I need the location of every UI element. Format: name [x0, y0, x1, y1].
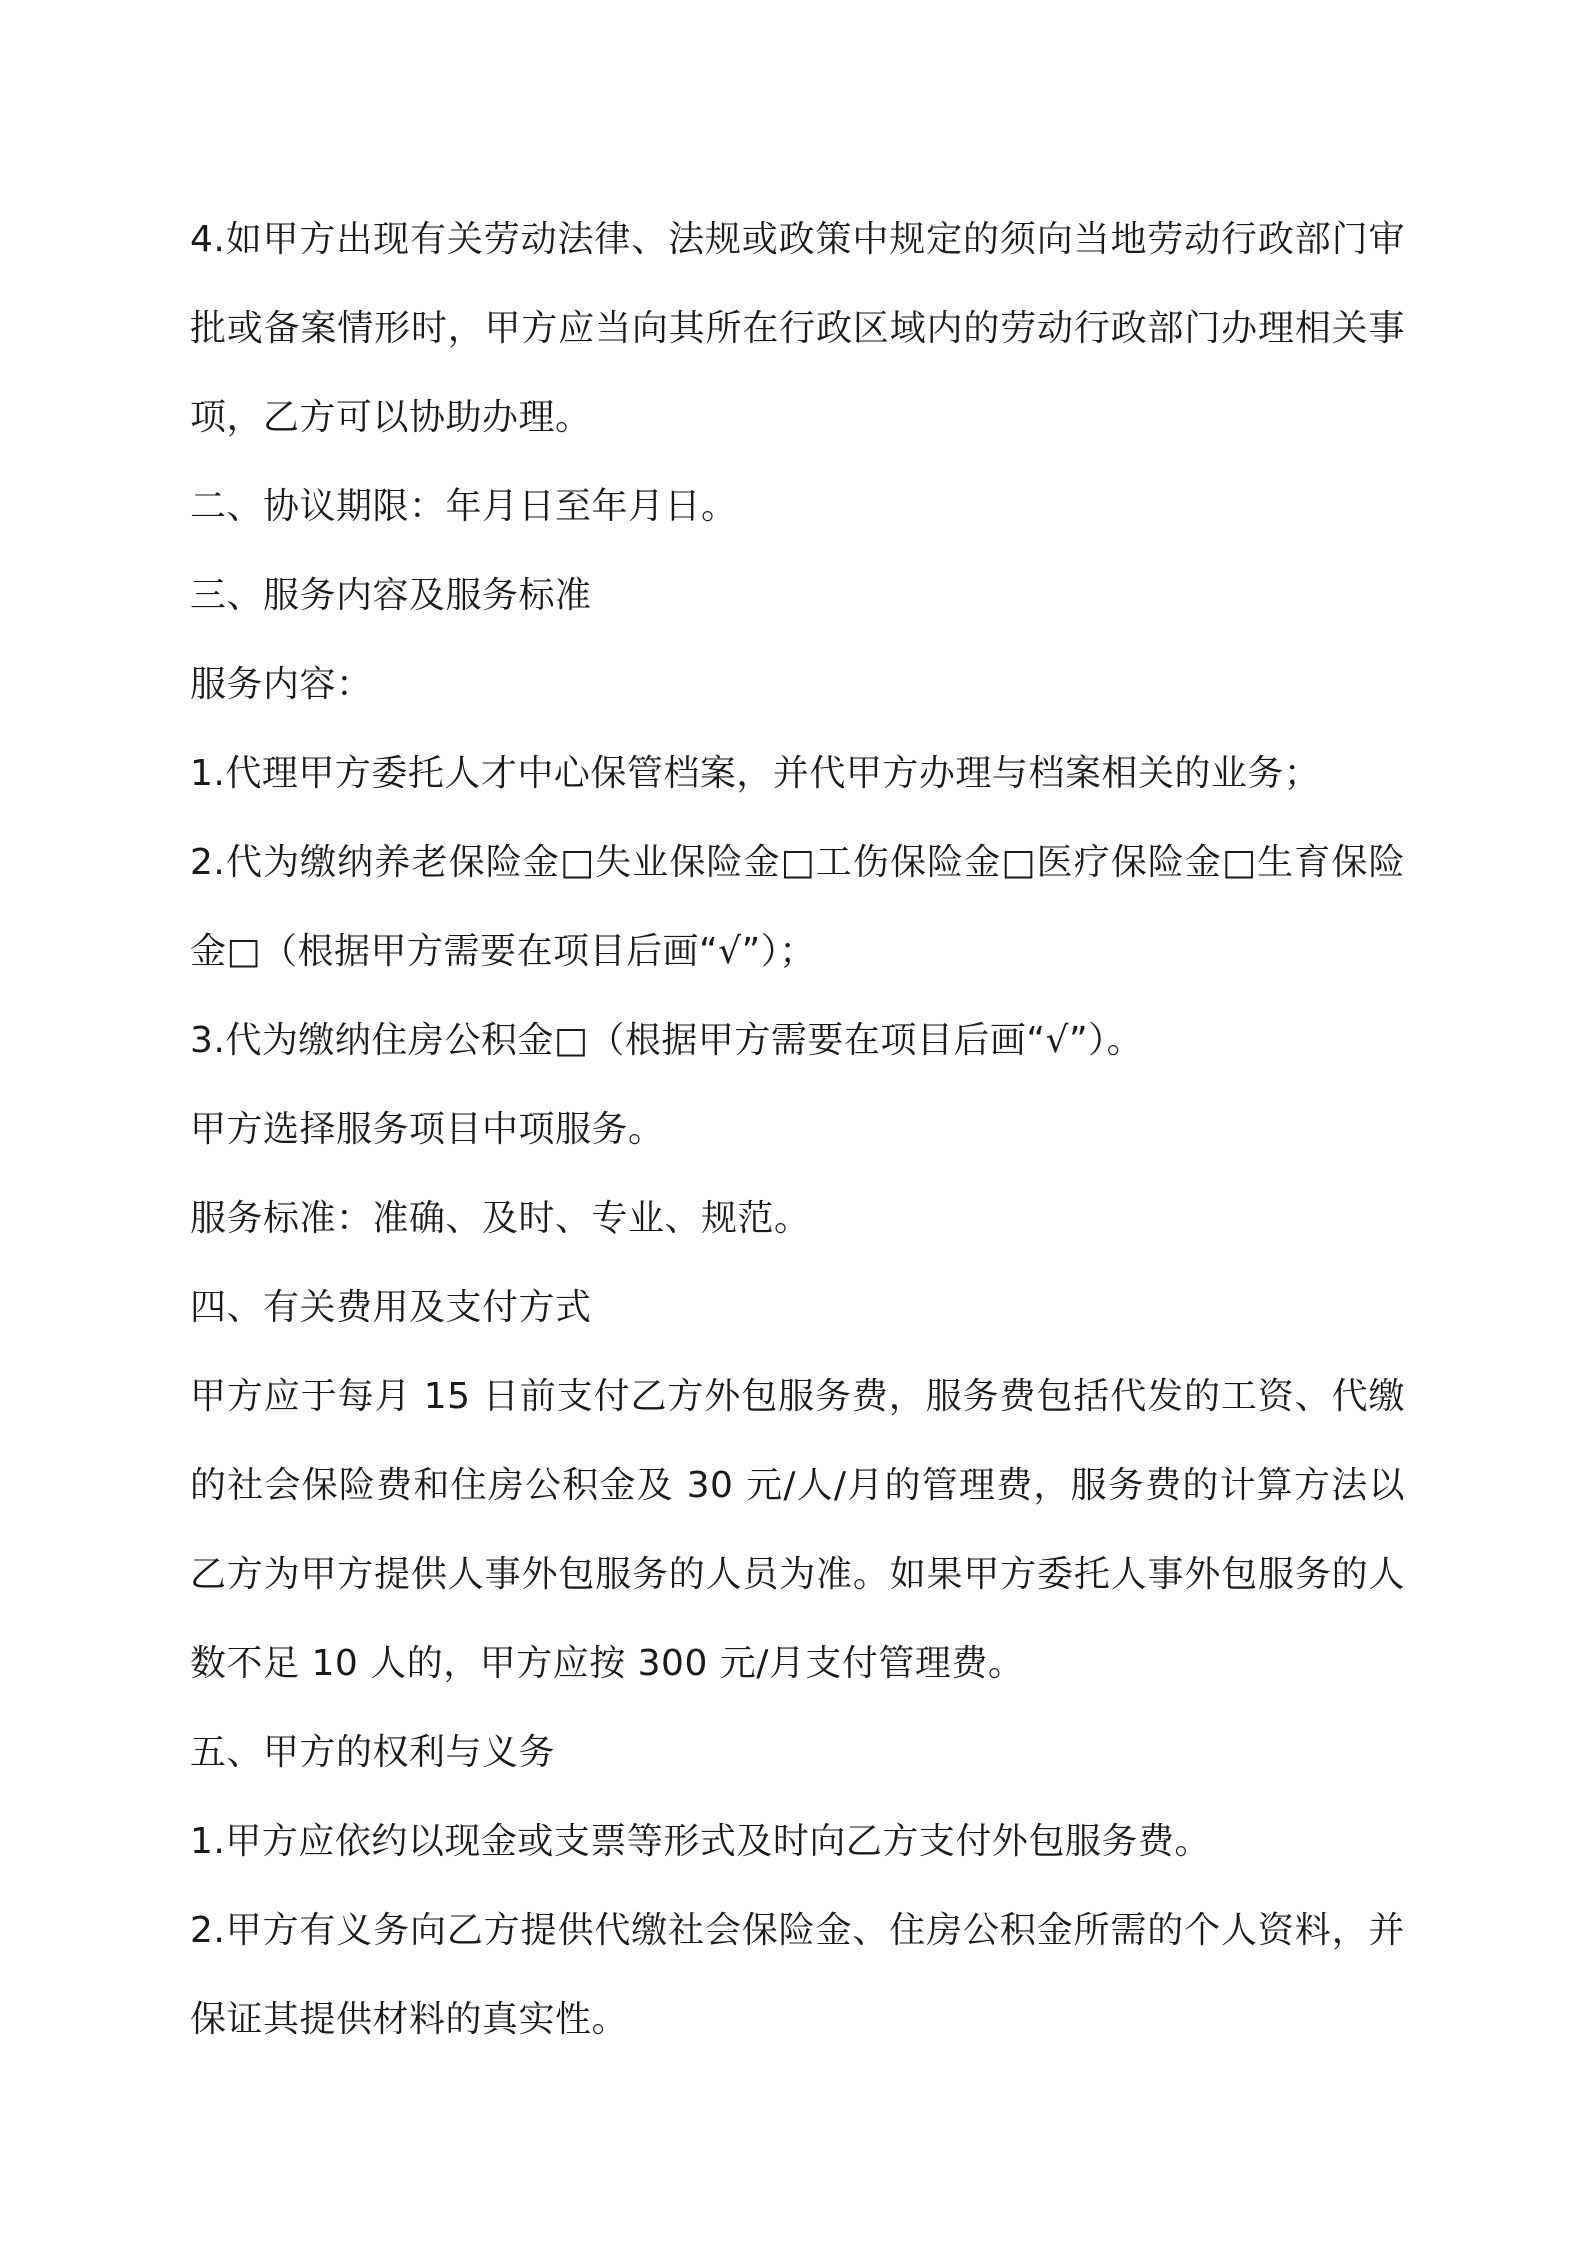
- fees-paragraph: 甲方应于每月 15 日前支付乙方外包服务费，服务费包括代发的工资、代缴的社会保险费和住房公积金及 30 元/人/月的管理费，服务费的计算方法以乙方为甲方提供人事外包服务的人员为准。如果甲方委托人事外包服务的人数不足 10 人的，甲方应按 300 元/月支付管理费。: [190, 1376, 1405, 1684]
- party-a-duty-2: 2.甲方有义务向乙方提供代缴社会保险金、住房公积金所需的个人资料，并保证其提供材料的真实性。: [190, 1910, 1405, 2040]
- section-heading-fees: 四、有关费用及支付方式: [190, 1287, 592, 1328]
- service-item-2: 2.代为缴纳养老保险金□失业保险金□工伤保险金□医疗保险金□生育保险金□（根据甲方需要在项目后画“√”）；: [190, 842, 1405, 972]
- document-body: [190, 195, 1405, 2064]
- service-standard-line: 服务标准：准确、及时、专业、规范。: [190, 1198, 811, 1239]
- paragraph-clause-4: 4.如甲方出现有关劳动法律、法规或政策中规定的须向当地劳动行政部门审批或备案情形时，甲方应当向其所在行政区域内的劳动行政部门办理相关事项，乙方可以协助办理。: [190, 219, 1405, 438]
- section-heading-party-a-rights: 五、甲方的权利与义务: [190, 1732, 556, 1773]
- section-heading-service-content: 三、服务内容及服务标准: [190, 575, 592, 616]
- service-item-3: 3.代为缴纳住房公积金□（根据甲方需要在项目后画“√”）。: [190, 1020, 1144, 1061]
- party-a-duty-1: 1.甲方应依约以现金或支票等形式及时向乙方支付外包服务费。: [190, 1821, 1211, 1862]
- service-selection-line: 甲方选择服务项目中项服务。: [190, 1109, 665, 1150]
- service-content-label: 服务内容：: [190, 664, 373, 705]
- service-item-1: 1.代理甲方委托人才中心保管档案，并代甲方办理与档案相关的业务；: [190, 753, 1321, 794]
- section-agreement-term: 二、协议期限：年月日至年月日。: [190, 486, 738, 527]
